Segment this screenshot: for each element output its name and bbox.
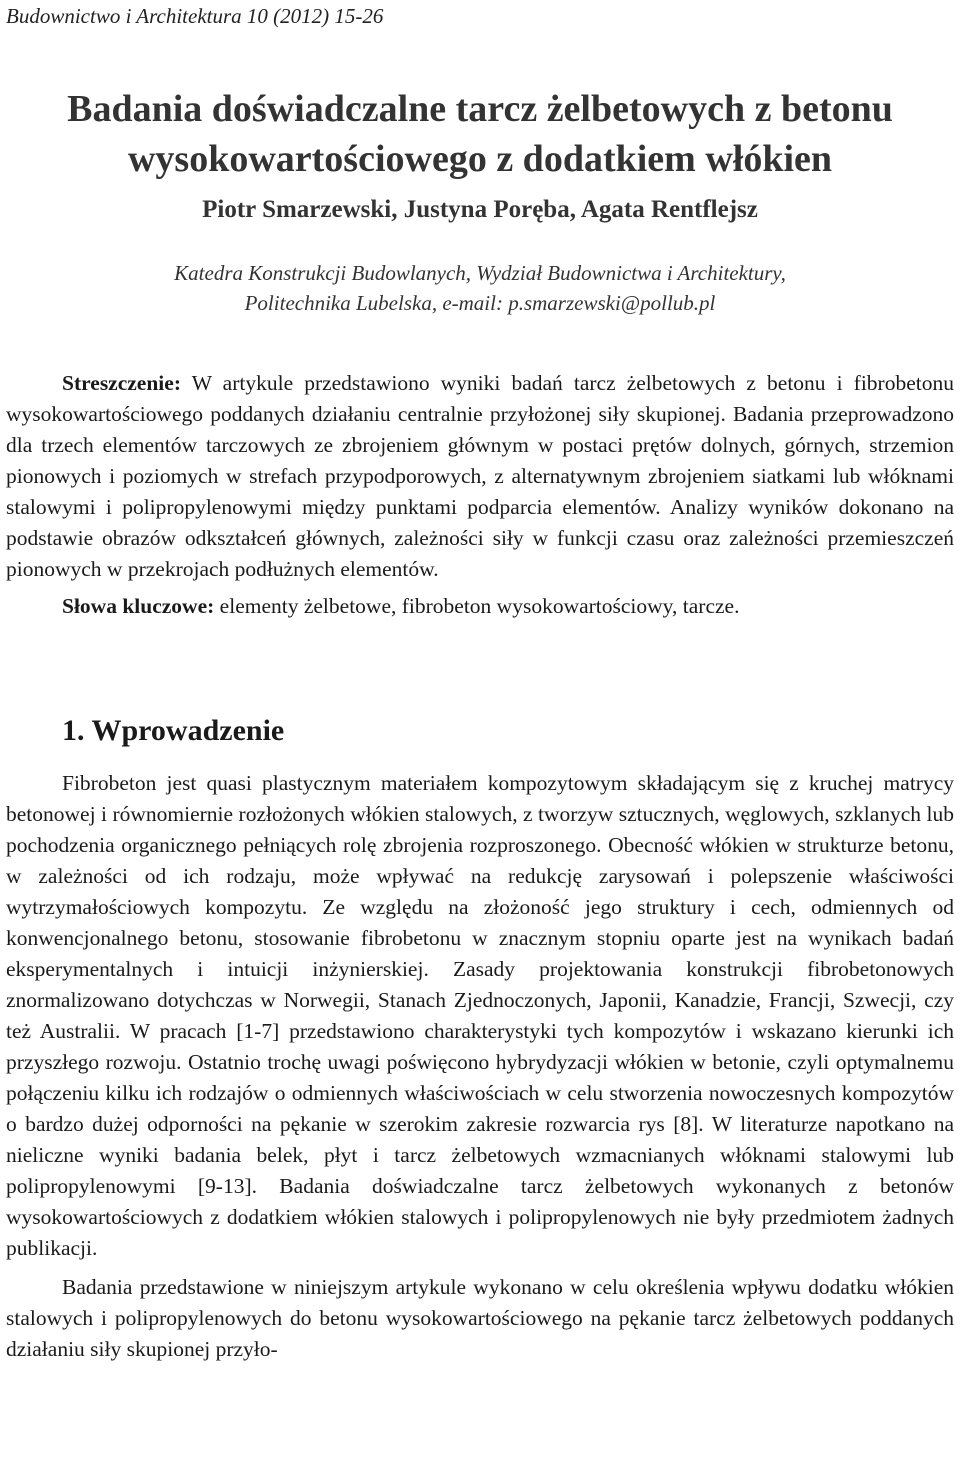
title-line-1: Badania doświadczalne tarcz żelbetowych z betonu	[67, 88, 893, 130]
introduction-body	[6, 768, 954, 1365]
authors: Piotr Smarzewski, Justyna Poręba, Agata Rentflejsz	[202, 196, 758, 223]
keywords-text: elementy żelbetowe, fibrobeton wysokowartościowy, tarcze.	[214, 594, 740, 618]
abstract-paragraph	[6, 368, 954, 585]
affiliation	[0, 258, 960, 318]
affiliation-line-1: Katedra Konstrukcji Budowlanych, Wydział Budownictwa i Architektury,	[174, 261, 786, 285]
paper-title	[0, 84, 960, 184]
intro-paragraph-1: Fibrobeton jest quasi plastycznym materiałem kompozytowym składającym się z kruchej matrycy betonowej i równomiernie rozłożonych włókien stalowych, z tworzyw sztucznych, węglowych, szklanych lub pochodzenia organicznego pełniących rolę zbrojenia rozproszonego. Obecność włókien w strukturze betonu, w zależności od ich rodzaju, może wpływać na redukcję zarysowań i polepszenie właściwości wytrzymałościowych kompozytu. Ze względu na złożoność jego struktury i cech, odmiennych od konwencjonalnego betonu, stosowanie fibrobetonu w znacznym stopniu oparte jest na wynikach badań eksperymentalnych i intuicji inżynierskiej. Zasady projektowania konstrukcji fibrobetonowych znormalizowano dotychczas w Norwegii, Stanach Zjednoczonych, Japonii, Kanadzie, Francji, Szwecji, czy też Australii. W pracach [1-7] przedstawiono charakterystyki tych kompozytów i wskazano kierunki ich przyszłego rozwoju. Ostatnio trochę uwagi poświęcono hybrydyzacji włókien w betonie, czyli optymalnemu połączeniu kilku ich rodzajów o odmiennych właściwościach w celu stworzenia nowoczesnych kompozytów o bardzo dużej odporności na pękanie w szerokim zakresie rozwarcia rys [8]. W literaturze napotkano na nieliczne wyniki badania belek, płyt i tarcz żelbetowych wzmacnianych włóknami stalowymi lub polipropylenowymi [9-13]. Badania doświadczalne tarcz żelbetowych wykonanych z betonów wysokowartościowych z dodatkiem włókien stalowych i polipropylenowych nie były przedmiotem żadnych publikacji.	[6, 771, 954, 1260]
abstract	[6, 368, 954, 622]
title-line-2: wysokowartościowego z dodatkiem włókien	[127, 138, 833, 180]
abstract-text: W artykule przedstawiono wyniki badań tarcz żelbetowych z betonu i fibrobetonu wysokowartościowego poddanych działaniu centralnie przyłożonej siły skupionej. Badania przeprowadzono dla trzech elementów tarczowych ze zbrojeniem głównym w postaci prętów dolnych, górnych, strzemion pionowych i poziomych w strefach przypodporowych, z alternatywnym zbrojeniem siatkami lub włóknami stalowymi i polipropylenowymi między punktami podparcia elementów. Analizy wyników dokonano na podstawie obrazów odkształceń głównych, zależności siły w funkcji czasu oraz zależności przemieszczeń pionowych w przekrojach podłużnych elementów.	[6, 371, 954, 581]
affiliation-line-2: Politechnika Lubelska, e-mail: p.smarzewski@pollub.pl	[244, 291, 716, 315]
keywords-label: Słowa kluczowe:	[62, 594, 215, 618]
journal-header: Budownictwo i Architektura 10 (2012) 15-26	[6, 4, 384, 28]
section-heading: 1. Wprowadzenie	[62, 714, 285, 747]
abstract-label: Streszczenie:	[62, 371, 181, 395]
intro-paragraph-2: Badania przedstawione w niniejszym artykule wykonano w celu określenia wpływu dodatku włókien stalowych i polipropylenowych do betonu wysokowartościowego na pękanie tarcz żelbetowych poddanych działaniu siły skupionej przyło-	[6, 1275, 954, 1361]
keywords	[6, 591, 954, 622]
